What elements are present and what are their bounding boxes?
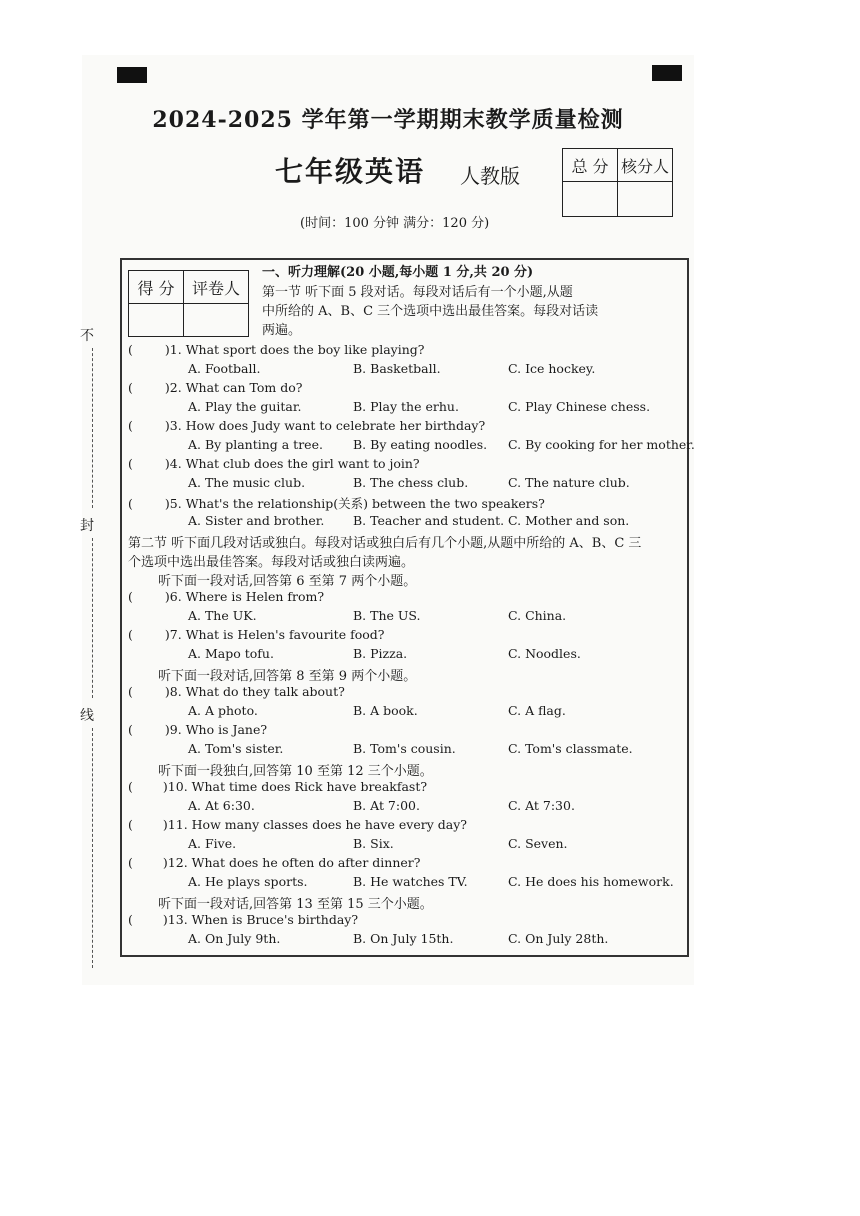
binding-line: [92, 538, 93, 698]
option-b[interactable]: B. By eating noodles.: [353, 437, 488, 452]
answer-blank[interactable]: (: [128, 380, 133, 395]
listening-note: 听下面一段独白,回答第 10 至第 12 三个小题。: [158, 764, 433, 779]
option-a[interactable]: A. He plays sports.: [188, 874, 308, 889]
section-score-label: 得 分: [129, 271, 184, 304]
option-a[interactable]: A. Football.: [188, 361, 261, 376]
question-1: ( )1. What sport does the boy like playing?: [128, 342, 425, 357]
question-11: ( )11. How many classes does he have every day?: [128, 817, 467, 832]
option-b[interactable]: B. Teacher and student.: [353, 513, 505, 528]
total-score-cell[interactable]: [563, 182, 618, 217]
option-a[interactable]: A. The music club.: [188, 475, 306, 490]
grader-cell[interactable]: [184, 304, 249, 337]
question-number: 10: [167, 779, 184, 794]
question-text: What sport does the boy like playing?: [185, 342, 425, 357]
answer-blank[interactable]: (: [128, 456, 133, 471]
option-c[interactable]: C. Mother and son.: [508, 513, 630, 528]
question-text: What club does the girl want to join?: [185, 456, 420, 471]
answer-blank[interactable]: (: [128, 418, 133, 433]
option-c[interactable]: C. On July 28th.: [508, 931, 609, 946]
answer-blank[interactable]: (: [128, 722, 133, 737]
grader-label: 评卷人: [184, 271, 249, 304]
question-text: How does Judy want to celebrate her birthday?: [185, 418, 486, 433]
option-c[interactable]: C. Tom's classmate.: [508, 741, 633, 756]
option-c[interactable]: C. China.: [508, 608, 567, 623]
option-b[interactable]: B. Basketball.: [353, 361, 441, 376]
question-number: 5: [169, 496, 178, 511]
option-c[interactable]: C. He does his homework.: [508, 874, 674, 889]
question-text: What can Tom do?: [185, 380, 303, 395]
listening-note: 听下面一段对话,回答第 6 至第 7 两个小题。: [158, 574, 417, 589]
option-c[interactable]: C. Play Chinese chess.: [508, 399, 651, 414]
question-text: How many classes does he have every day?: [191, 817, 467, 832]
question-text: Who is Jane?: [185, 722, 268, 737]
option-c[interactable]: C. Noodles.: [508, 646, 581, 661]
part-title: 一、听力理解(20 小题,每小题 1 分,共 20 分): [262, 265, 534, 280]
option-a[interactable]: A. A photo.: [188, 703, 258, 718]
section-score-cell[interactable]: [129, 304, 184, 337]
time-score-info: (时间：100 分钟 满分：120 分): [300, 216, 490, 231]
question-number: 9: [169, 722, 178, 737]
answer-blank[interactable]: (: [128, 912, 133, 927]
option-a[interactable]: A. Play the guitar.: [188, 399, 302, 414]
option-c[interactable]: C. The nature club.: [508, 475, 630, 490]
binding-mark-1: 不: [80, 328, 94, 344]
option-b[interactable]: B. At 7:00.: [353, 798, 420, 813]
option-a[interactable]: A. Sister and brother.: [188, 513, 325, 528]
option-a[interactable]: A. Five.: [188, 836, 237, 851]
answer-blank[interactable]: (: [128, 496, 133, 511]
question-number: 6: [169, 589, 178, 604]
option-c[interactable]: C. A flag.: [508, 703, 566, 718]
binding-line: [92, 728, 93, 968]
option-c[interactable]: C. By cooking for her mother.: [508, 437, 695, 452]
question-number: 3: [169, 418, 178, 433]
section-score-box: [128, 270, 249, 337]
listening-note: 听下面一段对话,回答第 13 至第 15 三个小题。: [158, 897, 433, 912]
checker-cell[interactable]: [618, 182, 673, 217]
question-9: ( )9. Who is Jane?: [128, 722, 268, 737]
question-8: ( )8. What do they talk about?: [128, 684, 345, 699]
option-c[interactable]: C. At 7:30.: [508, 798, 575, 813]
section1-instruction-line2: 中所给的 A、B、C 三个选项中选出最佳答案。每段对话读: [262, 304, 599, 319]
option-b[interactable]: B. A book.: [353, 703, 418, 718]
question-number: 4: [169, 456, 178, 471]
option-b[interactable]: B. On July 15th.: [353, 931, 454, 946]
answer-blank[interactable]: (: [128, 779, 133, 794]
question-text: When is Bruce's birthday?: [191, 912, 359, 927]
alignment-marker-left: [117, 67, 147, 83]
option-a[interactable]: A. Mapo tofu.: [188, 646, 274, 661]
question-number: 8: [169, 684, 178, 699]
question-number: 1: [169, 342, 178, 357]
option-c[interactable]: C. Ice hockey.: [508, 361, 596, 376]
question-text: What is Helen's favourite food?: [185, 627, 385, 642]
option-b[interactable]: B. Pizza.: [353, 646, 408, 661]
question-3: ( )3. How does Judy want to celebrate her birthday?: [128, 418, 486, 433]
option-b[interactable]: B. He watches TV.: [353, 874, 468, 889]
question-12: ( )12. What does he often do after dinner?: [128, 855, 421, 870]
checker-label: 核分人: [618, 149, 673, 182]
option-a[interactable]: A. On July 9th.: [188, 931, 281, 946]
section1-instruction-line3: 两遍。: [262, 323, 302, 338]
question-5: ( )5. What's the relationship(关系) between the two speakers?: [128, 496, 545, 511]
exam-title: 2024-2025 学年第一学期期末教学质量检测: [152, 107, 624, 133]
section1-instruction-line1: 第一节 听下面 5 段对话。每段对话后有一个小题,从题: [262, 285, 573, 300]
section2-instruction-line2: 个选项中选出最佳答案。每段对话或独白读两遍。: [128, 555, 415, 570]
exam-subject: 七年级英语: [275, 155, 426, 188]
option-b[interactable]: B. The US.: [353, 608, 421, 623]
section2-instruction-line1: 第二节 听下面几段对话或独白。每段对话或独白后有几个小题,从题中所给的 A、B、C 三: [128, 536, 642, 551]
binding-mark-3: 线: [80, 708, 94, 724]
option-b[interactable]: B. Tom's cousin.: [353, 741, 456, 756]
question-text: Where is Helen from?: [185, 589, 325, 604]
question-6: ( )6. Where is Helen from?: [128, 589, 325, 604]
total-score-box: [562, 148, 673, 217]
answer-blank[interactable]: (: [128, 817, 133, 832]
question-number: 7: [169, 627, 178, 642]
answer-blank[interactable]: (: [128, 589, 133, 604]
binding-line: [92, 348, 93, 508]
option-a[interactable]: A. The UK.: [188, 608, 257, 623]
question-text: What does he often do after dinner?: [191, 855, 421, 870]
option-a[interactable]: A. By planting a tree.: [188, 437, 323, 452]
question-text: What's the relationship(关系) between the two speakers?: [185, 496, 545, 511]
total-score-label: 总 分: [563, 149, 618, 182]
question-text: What time does Rick have breakfast?: [191, 779, 428, 794]
option-a[interactable]: A. Tom's sister.: [188, 741, 284, 756]
option-b[interactable]: B. Play the erhu.: [353, 399, 459, 414]
answer-blank[interactable]: (: [128, 627, 133, 642]
option-a[interactable]: A. At 6:30.: [188, 798, 255, 813]
option-c[interactable]: C. Seven.: [508, 836, 568, 851]
question-7: ( )7. What is Helen's favourite food?: [128, 627, 385, 642]
alignment-marker-right: [652, 65, 682, 81]
exam-edition: 人教版: [460, 164, 520, 188]
question-number: 11: [167, 817, 184, 832]
listening-note: 听下面一段对话,回答第 8 至第 9 两个小题。: [158, 669, 417, 684]
answer-blank[interactable]: (: [128, 684, 133, 699]
question-10: ( )10. What time does Rick have breakfast?: [128, 779, 428, 794]
question-number: 2: [169, 380, 178, 395]
question-13: ( )13. When is Bruce's birthday?: [128, 912, 359, 927]
question-number: 12: [167, 855, 184, 870]
question-4: ( )4. What club does the girl want to join?: [128, 456, 420, 471]
binding-mark-2: 封: [80, 518, 94, 534]
answer-blank[interactable]: (: [128, 342, 133, 357]
option-b[interactable]: B. Six.: [353, 836, 394, 851]
answer-blank[interactable]: (: [128, 855, 133, 870]
question-text: What do they talk about?: [185, 684, 345, 699]
question-number: 13: [167, 912, 184, 927]
option-b[interactable]: B. The chess club.: [353, 475, 469, 490]
question-2: ( )2. What can Tom do?: [128, 380, 303, 395]
